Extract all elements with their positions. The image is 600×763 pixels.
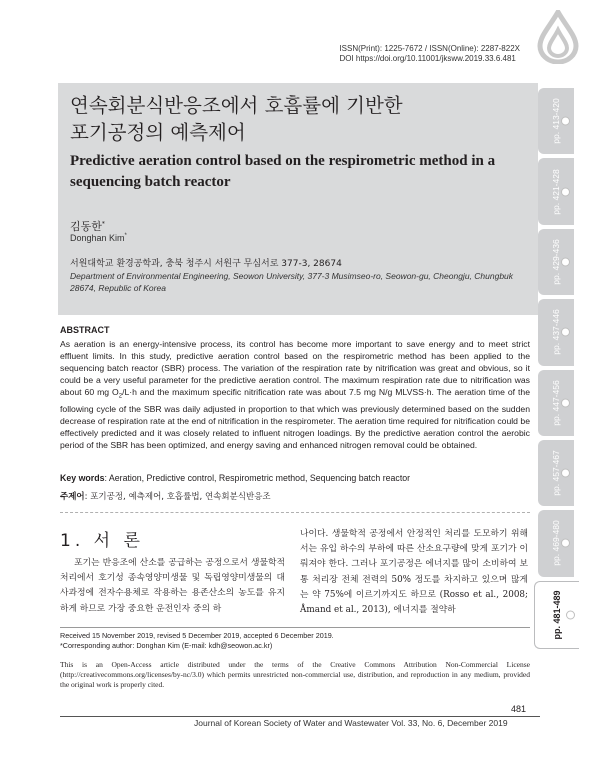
page-range-label: pp. 421-428 [551, 168, 561, 215]
journal-citation: Journal of Korean Society of Water and Wastewater Vol. 33, No. 6, December 2019 [194, 718, 508, 728]
page-range-label: pp. 437-446 [551, 309, 561, 355]
keywords-label-korean: 주제어 [60, 492, 85, 502]
author-korean-name: 김동한 [70, 220, 102, 233]
issn-line: ISSN(Print): 1225-7672 / ISSN(Online): 2287-822X [339, 44, 520, 53]
abstract-text-part2: /L·h and the maximum specific nitrification rate was about 7.5 mg N/g MLVSS·h. The aeration time of the following cycle of the SBR was daily adjusted in proportion to that which was previously determined based on the sudden decrease of respiration rate at the end of nitrification in the respirometer. The aeration time required for nitrification could be effectively predicted and it was closely related to influent nitrogen loadings. By the predictive aeration control the aerobic period of the SBR has been optimized, and energy saving and enhanced nitrogen removal could be obtained. [60, 387, 530, 451]
author-mark-en: * [124, 233, 127, 239]
abstract-text [60, 338, 530, 452]
tab-dot-icon [561, 257, 570, 266]
footnotes [60, 631, 530, 651]
keywords-values: : Aeration, Predictive control, Respirometric method, Sequencing batch reactor [104, 473, 411, 483]
tab-dot-icon [561, 187, 570, 196]
water-drop-logo-icon [530, 10, 586, 64]
affiliation-korean: 서원대학교 환경공학과, 충북 청주시 서원구 무심서로 377-3, 28674 [70, 259, 342, 269]
keywords-english [60, 473, 530, 483]
body-column-2 [300, 527, 528, 618]
page-range-label: pp. 469-480 [551, 520, 561, 567]
divider [60, 512, 530, 513]
license-notice: This is an Open-Access article distributed under the terms of the Creative Commons Attribution Non-Commercial License (http://creativecommons.org/licenses/by-nc/3.0) which permits unrestricted non-commercial use, distribution, and reproduction in any medium, provided the original work is properly cited. [60, 660, 530, 689]
page-range-label: pp. 447-456 [551, 380, 561, 426]
page-range-label: pp. 429-436 [551, 239, 561, 285]
page-range-tab[interactable] [538, 88, 574, 154]
keywords-korean [60, 490, 530, 502]
abstract-heading: ABSTRACT [60, 325, 110, 335]
author-english-name: Donghan Kim [70, 233, 125, 243]
footnote-rule [60, 627, 530, 628]
page-range-tab[interactable] [538, 229, 574, 295]
received-dates: Received 15 November 2019, revised 5 December 2019, accepted 6 December 2019. [60, 631, 334, 640]
body-column-1 [60, 556, 285, 617]
keywords-label: Key words [60, 473, 105, 483]
subscript-2: 2 [118, 394, 123, 401]
page-range-tab[interactable] [538, 158, 574, 224]
page-range-label: pp. 481-489 [552, 590, 562, 640]
affiliation-english: Department of Environmental Engineering, Seowon University, 377-3 Musimseo-ro, Seowon-gu, Cheongju, Chungbuk 28674, Republic of Korea [70, 271, 514, 293]
page-range-tab[interactable] [538, 299, 574, 365]
page-range-label: pp. 457-467 [551, 450, 561, 496]
body-paragraph-2: 나이다. 생물학적 공정에서 안정적인 처리를 도모하기 위해서는 유입 하수의 부하에 따른 산소요구량에 맞게 포기가 이뤄져야 한다. 그러나 포기공정은 에너지를 많이 소비하여 보통 처리장 전체 전력의 50% 정도를 차지하고 있으며 많게는 약 75%에 이르기까지도 하므로 (Rosso et al., 2008; Åmand et al., 2013), 에너지를 절약하 [300, 529, 528, 616]
page-range-tab[interactable] [538, 440, 574, 506]
page-range-label: pp. 413-420 [551, 98, 561, 144]
abstract-text-part1: As aeration is an energy-intensive process, its control has become more important to save energy and to meet strict effluent limits. In this study, predictive aeration control based on the respirometric method has been applied to the sequencing batch reactor (SBR) process. The variation of the respiration rate by nitrification was great and obvious, so it could be a very useful parameter for the predictive aeration control. The maximum respiration rate due to nitrification was about 60 mg O [60, 339, 530, 398]
page-range-tab[interactable] [538, 370, 574, 436]
korean-title-line1: 연속회분식반응조에서 호흡률에 기반한 [70, 94, 403, 117]
doi-line[interactable]: DOI https://doi.org/10.11001/jksww.2019.33.6.481 [339, 54, 516, 63]
footer-rule [60, 716, 540, 717]
corresponding-author: *Corresponding author: Donghan Kim (E-mail: kdh@seowon.ac.kr) [60, 641, 273, 650]
author-korean [70, 218, 105, 234]
tab-dot-icon [561, 398, 570, 407]
english-title: Predictive aeration control based on the respirometric method in a sequencing batch reactor [70, 153, 496, 190]
author-english [70, 233, 127, 243]
page-number: 481 [511, 704, 527, 714]
body-paragraph-1: 포기는 반응조에 산소를 공급하는 공정으로서 생물학적 처리에서 호기성 종속영양미생물 및 독립영양미생물의 대사과정에 전자수용체로 작용하는 용존산소의 농도를 유지하게 하므로 가장 중요한 운전인자 중의 하 [60, 558, 285, 614]
page-range-tab[interactable] [538, 510, 574, 576]
tab-dot-icon [566, 610, 575, 619]
tab-dot-icon [561, 328, 570, 337]
page-range-tab[interactable] [534, 581, 579, 649]
author-mark: * [101, 220, 105, 228]
korean-title-line2: 포기공정의 예측제어 [70, 121, 246, 144]
tab-dot-icon [561, 539, 570, 548]
page-range-rail [538, 86, 600, 649]
korean-title [70, 92, 530, 146]
section-heading: 1. 서 론 [60, 531, 144, 551]
issn-doi-block [339, 44, 520, 64]
keywords-values-korean: : 포기공정, 예측제어, 호흡률법, 연속회분식반응조 [84, 492, 271, 502]
tab-dot-icon [561, 117, 570, 126]
tab-dot-icon [561, 469, 570, 478]
